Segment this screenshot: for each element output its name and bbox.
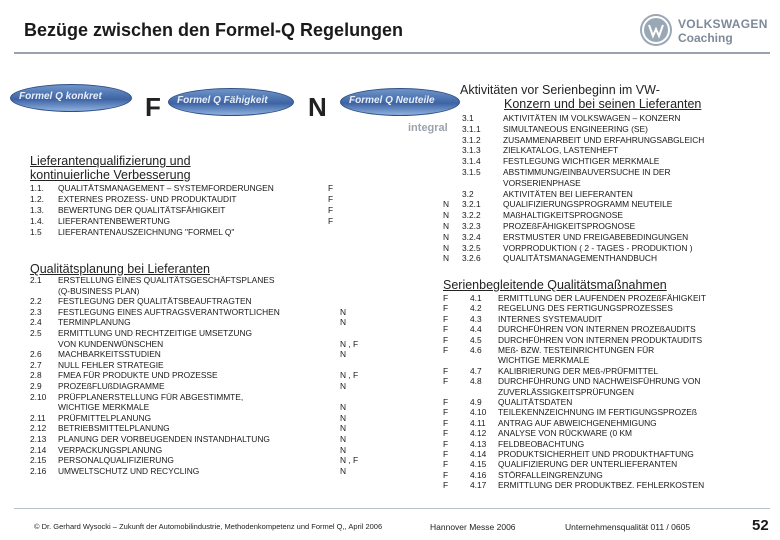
list-item-number: 4.13 [470,438,487,449]
list-item-number: 4.8 [470,376,482,387]
list-item-text: VON KUNDENWÜNSCHEN [58,338,164,349]
list-item-mark: F [328,205,334,215]
list-item-number: 2.11 [30,412,46,423]
list-item-number: 4.1 [470,293,482,303]
list-item-number: 2.2 [30,296,42,307]
list-item-number: 4.2 [470,303,482,314]
list-item-text: ZUSAMMENARBEIT UND ERFAHRUNGSABGLEICH [503,134,705,145]
list-item-number: 2.6 [30,349,42,360]
list-item-mark: N [340,381,347,391]
list-item-mark: F [328,183,334,193]
list-item-number: 4.11 [470,417,486,428]
list-item-mark: N [340,465,347,476]
list-item-mark: N , F [340,455,359,466]
list-item-mark: N [340,402,347,413]
integral-label: integral [408,122,448,134]
list-item-text: REGELUNG DES FERTIGUNGSPROZESSES [498,303,673,314]
list-item-number: 3.2.6 [462,253,481,264]
list-item-mark: F [443,449,449,459]
vw-emblem-icon [640,14,672,46]
list-item-text: VORPRODUKTION ( 2 - TAGES - PRODUKTION ) [503,242,693,253]
list-item-mark: N [340,317,347,328]
list-item-text: VORSERIENPHASE [503,177,581,188]
list-item-text: BETRIEBSMITTELPLANUNG [58,423,170,434]
list-item-mark: F [443,303,449,314]
list-item-text: TEILEKENNZEICHNUNG IM FERTIGUNGSPROZEß [498,407,698,418]
list-item-number: 3.1.3 [462,145,481,156]
list-item-number: 3.1.1 [462,123,481,134]
list-item-text: WICHTIGE MERKMALE [498,355,590,366]
list-item-mark: N [443,242,450,253]
logo-line2: Coaching [678,31,733,45]
list-item-number: 2.5 [30,328,42,338]
list-item-number: 1.1. [30,183,44,193]
list-item-text: ABSTIMMUNG/EINBAUVERSUCHE IN DER [503,167,671,177]
list-item-mark: F [443,407,449,418]
list-item-mark: N [340,412,347,423]
list-item-mark: F [443,345,449,355]
list-item-text: QUALITÄTSMANAGEMENT – SYSTEMFORDERUNGEN [58,183,274,193]
list-item-mark: N [340,349,347,360]
list-item-number: 4.15 [470,459,487,470]
list-item-mark: N [443,210,450,221]
list-item-number: 3.2.5 [462,242,481,253]
list-item-mark: F [328,216,334,226]
list-item-text: QUALIFIZIERUNGSPROGRAMM NEUTEILE [503,199,673,210]
list-item-mark: N [340,444,347,455]
list-item-mark: N [443,253,450,264]
list-item-number: 4.9 [470,397,482,407]
formel-q-neuteile-logo: Formel Q Neuteile [340,88,460,116]
list-item-mark: F [443,376,449,387]
list-item-mark: N [443,199,450,210]
list-item-text: SIMULTANEOUS ENGINEERING (SE) [503,123,648,134]
list-item-mark: N , F [340,370,359,381]
list-item-number: 4.7 [470,365,482,376]
list-item-text: FELDBEOBACHTUNG [498,438,585,449]
list-item-mark: F [443,417,449,428]
list-item-text: LIEFERANTENBEWERTUNG [58,216,170,226]
list-item-mark: N [340,423,347,434]
list-item-number: 2.12 [30,423,47,434]
list-item-number: 2.13 [30,434,47,444]
list-item-text: AKTIVITÄTEN IM VOLKSWAGEN – KONZERN [503,113,681,123]
page-title: Bezüge zwischen den Formel-Q Regelungen [24,20,404,40]
list-item-number: 1.3. [30,205,44,215]
list-item-number: 4.3 [470,313,482,324]
list-item-text: QUALIFIZIERUNG DER UNTERLIEFERANTEN [498,459,678,470]
list-item-mark: F [443,428,449,439]
list-item-text: PRÜFPLANERSTELLUNG FÜR ABGESTIMMTE, [58,391,244,402]
list-item-number: 2.3 [30,306,42,317]
list-item-text: INTERNES SYSTEMAUDIT [498,313,603,324]
list-item-text: ZUVERLÄSSIGKEITSPRÜFUNGEN [498,386,634,397]
list-item-text: ANTRAG AUF ABWEICHGENEHMIGUNG [498,417,657,428]
list-item-text: DURCHFÜHREN VON INTERNEN PRODUKTAUDITS [498,334,703,345]
list-item-number: 4.16 [470,469,487,480]
list-item-number: 2.10 [30,391,47,402]
footer-copyright: © Dr. Gerhard Wysocki – Zukunft der Automobilindustrie, Methodenkompetenz und Formel Q,, April 2006 [34,522,383,531]
list-item-text: KALIBRIERUNG DER MEß-/PRÜFMITTEL [498,365,659,376]
list-item-mark: N [340,434,347,444]
list-item-mark: F [443,313,449,324]
list-item-text: AKTIVITÄTEN BEI LIEFERANTEN [503,188,633,199]
list-item-mark: N , F [340,338,359,349]
list-item-text: PRÜFMITTELPLANUNG [58,412,152,423]
list-item-mark: F [443,293,449,303]
list-item-mark: F [443,469,449,480]
list-item-number: 4.5 [470,334,482,345]
logo-line1: VOLKSWAGEN [678,17,768,31]
footer-series: Unternehmensqualität 011 / 0605 [565,522,691,532]
list-item-text: TERMINPLANUNG [58,317,131,328]
list-item-text: PROZEßFLUßDIAGRAMME [58,381,165,391]
list-item-number: 3.1 [462,113,474,123]
section2-heading: Qualitätsplanung bei Lieferanten [30,262,210,276]
volkswagen-coaching-logo [640,14,770,48]
list-item-text: MAßHALTIGKEITSPROGNOSE [503,210,623,221]
list-item-number: 2.14 [30,444,47,455]
list-item-number: 3.2.2 [462,210,481,221]
list-item-text: ANALYSE VON RÜCKWARE (0 KM [498,428,633,439]
list-item-text: FESTLEGUNG WICHTIGER MERKMALE [503,156,660,167]
list-item-text: FESTLEGUNG EINES AUFTRAGSVERANTWORTLICHEN [58,306,280,317]
list-item-text: NULL FEHLER STRATEGIE [58,359,164,370]
section3-heading-line2: Konzern und bei seinen Lieferanten [504,97,702,111]
list-item-number: 4.12 [470,428,487,439]
list-item-number: 3.1.2 [462,134,481,145]
list-item-number: 1.2. [30,194,44,204]
list-item-number: 2.1 [30,275,42,285]
letter-f: F [145,92,161,122]
list-item-mark: F [443,334,449,345]
list-item-number: 4.14 [470,449,487,459]
list-item-text: FMEA FÜR PRODUKTE UND PROZESSE [58,370,218,381]
list-item-number: 3.1.5 [462,167,481,177]
list-item-number: 3.1.4 [462,156,481,167]
list-item-text: PERSONALQUALIFIZIERUNG [58,455,174,466]
section1-heading-line2: kontinuierliche Verbesserung [30,168,191,182]
list-item-number: 3.2.1 [462,199,481,210]
list-item-number: 3.2.3 [462,221,481,231]
list-item-number: 4.6 [470,345,482,355]
list-item-mark: F [443,397,449,407]
formel-q-faehigkeit-logo: Formel Q Fähigkeit [168,88,294,116]
list-item-number: 2.8 [30,370,42,381]
list-item-number: 3.2.4 [462,231,481,242]
list-item-text: QUALITÄTSMANAGEMENTHANDBUCH [503,253,658,264]
section1-heading-line1: Lieferantenqualifizierung und [30,154,191,168]
list-item-text: ERSTMUSTER UND FREIGABEBEDINGUNGEN [503,231,689,242]
list-item-text: ERMITTLUNG DER LAUFENDEN PROZEßFÄHIGKEIT [498,293,706,303]
list-item-number: 2.16 [30,465,47,476]
list-item-text: EXTERNES PROZESS- UND PRODUKTAUDIT [58,194,237,204]
list-item-number: 2.15 [30,455,47,466]
list-item-text: FESTLEGUNG DER QUALITÄTSBEAUFTRAGTEN [58,296,252,307]
list-item-text: ERMITTLUNG DER PRODUKTBEZ. FEHLERKOSTEN [498,480,705,491]
list-item-mark: F [443,438,449,449]
list-item-number: 4.4 [470,324,482,335]
list-item-text: PROZEßFÄHIGKEITSPROGNOSE [503,221,636,231]
list-item-text: WICHTIGE MERKMALE [58,402,150,413]
list-item-mark: F [443,459,449,470]
list-item-number: 3.2 [462,188,474,199]
header-divider [14,52,770,54]
list-item-text: VERPACKUNGSPLANUNG [58,444,163,455]
letter-n: N [308,92,327,122]
list-item-mark: N [443,221,450,231]
list-item-number: 1.5 [30,227,42,237]
list-item-mark: N [340,306,347,317]
list-item-text: PLANUNG DER VORBEUGENDEN INSTANDHALTUNG [58,434,270,444]
list-item-text: ERSTELLUNG EINES QUALITÄTSGESCHÄFTSPLANES [58,275,275,285]
list-item-text: DURCHFÜHREN VON INTERNEN PROZEßAUDITS [498,324,696,335]
list-item-number: 2.7 [30,359,42,370]
list-item-number: 1.4. [30,216,44,226]
list-item-text: DURCHFÜHRUNG UND NACHWEISFÜHRUNG VON [498,376,701,387]
list-item-text: UMWELTSCHUTZ UND RECYCLING [58,465,200,476]
list-item-mark: F [328,194,334,204]
list-item-text: STÖRFALLEINGRENZUNG [498,469,603,480]
list-item-mark: F [443,480,449,491]
list-item-text: BEWERTUNG DER QUALITÄTSFÄHIGKEIT [58,205,226,215]
list-item-number: 4.10 [470,407,487,418]
section4-heading: Serienbegleitende Qualitätsmaßnahmen [443,278,667,292]
list-item-number: 2.4 [30,317,42,328]
footer-event: Hannover Messe 2006 [430,522,516,532]
list-item-text: ERMITTLUNG UND RECHTZEITIGE UMSETZUNG [58,328,253,338]
list-item-text: PRODUKTSICHERHEIT UND PRODUKTHAFTUNG [498,449,694,459]
list-item-text: QUALITÄTSDATEN [498,397,573,407]
list-item-text: ZIELKATALOG, LASTENHEFT [503,145,619,156]
list-item-text: MACHBARKEITSSTUDIEN [58,349,161,360]
footer-divider [14,508,770,509]
list-item-text: MEß- BZW. TESTEINRICHTUNGEN FÜR [498,345,655,355]
page-number: 52 [752,517,769,534]
section3-heading-line1: Aktivitäten vor Serienbeginn im VW- [460,83,660,97]
list-item-mark: F [443,365,449,376]
list-item-text: LIEFERANTENAUSZEICHNUNG "FORMEL Q" [58,227,235,237]
formel-q-konkret-logo: Formel Q konkret [10,84,132,112]
list-item-mark: N [443,231,450,242]
list-item-mark: F [443,324,449,335]
list-item-text: (Q-BUSINESS PLAN) [58,285,140,296]
list-item-number: 2.9 [30,381,42,391]
list-item-number: 4.17 [470,480,487,491]
